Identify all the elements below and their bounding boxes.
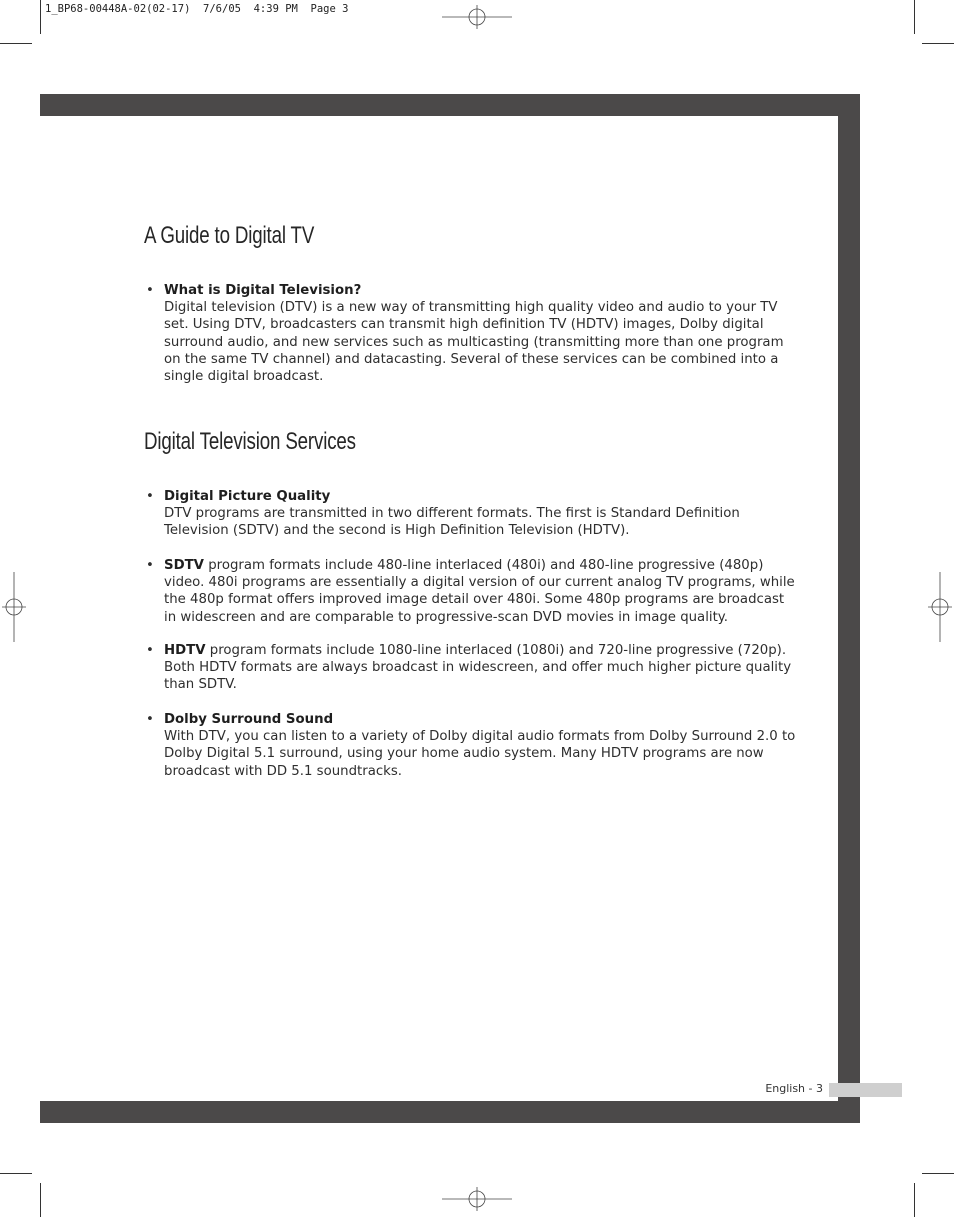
page-number: English - 3 (765, 1082, 823, 1095)
item-term: Dolby Surround Sound (164, 712, 334, 727)
crop-mark (922, 1173, 954, 1174)
page-frame-top (40, 94, 860, 116)
registration-mark-icon (442, 5, 512, 29)
crop-mark (0, 43, 32, 44)
bullet-icon: • (146, 712, 154, 727)
list-item (146, 711, 796, 780)
crop-mark (40, 1183, 41, 1217)
item-text: DTV programs are transmitted in two different formats. The first is Standard Definition Television (SDTV) and the second is High Definition Television (HDTV). (164, 506, 740, 539)
item-text: Digital television (DTV) is a new way of transmitting high quality video and audio to your TV set. Using DTV, broadcasters can transmit high definition TV (HDTV) images, Dolby digital surround audio, and new services such as multicasting (transmitting more than one program on the same TV channel) and datacasting. Several of these services can be combined into a single digital broadcast. (164, 300, 784, 385)
list-item (146, 282, 796, 385)
crop-mark (40, 0, 41, 34)
bullet-icon: • (146, 643, 154, 658)
crop-mark (914, 1183, 915, 1217)
bullet-icon: • (146, 283, 154, 298)
item-text: program formats include 480-line interlaced (480i) and 480-line progressive (480p) video. 480i programs are essentially a digital version of our current analog TV programs, while the 480p format offers improved image detail over 480i. Some 480p programs are broadcast in widescreen and are comparable to progressive-scan DVD movies in image quality. (164, 558, 795, 625)
item-term: HDTV (164, 643, 206, 658)
item-text: With DTV, you can listen to a variety of Dolby digital audio formats from Dolby Surround 2.0 to Dolby Digital 5.1 surround, using your home audio system. Many HDTV programs are now broadcast with DD 5.1 soundtracks. (164, 729, 796, 779)
bullet-icon: • (146, 558, 154, 573)
section-heading: Digital Television Services (144, 428, 356, 455)
registration-mark-icon (2, 572, 26, 642)
footer-tab (829, 1083, 902, 1097)
crop-mark (922, 43, 954, 44)
list-item (146, 557, 796, 626)
page-frame-right (838, 94, 860, 1123)
registration-mark-icon (928, 572, 952, 642)
item-term: What is Digital Television? (164, 283, 362, 298)
registration-mark-icon (442, 1187, 512, 1211)
section-heading: A Guide to Digital TV (144, 222, 315, 249)
crop-mark (914, 0, 915, 34)
crop-mark (0, 1173, 32, 1174)
list-item (146, 488, 796, 540)
item-term: Digital Picture Quality (164, 489, 331, 504)
item-text: program formats include 1080-line interlaced (1080i) and 720-line progressive (720p). Both HDTV formats are always broadcast in widescreen, and offer much higher picture quality than SDTV. (164, 643, 792, 693)
bullet-icon: • (146, 489, 154, 504)
print-slug: 1_BP68-00448A-02(02-17) 7/6/05 4:39 PM Page 3 (45, 3, 349, 15)
list-item (146, 642, 796, 694)
item-term: SDTV (164, 558, 204, 573)
page-frame-bottom (40, 1101, 860, 1123)
